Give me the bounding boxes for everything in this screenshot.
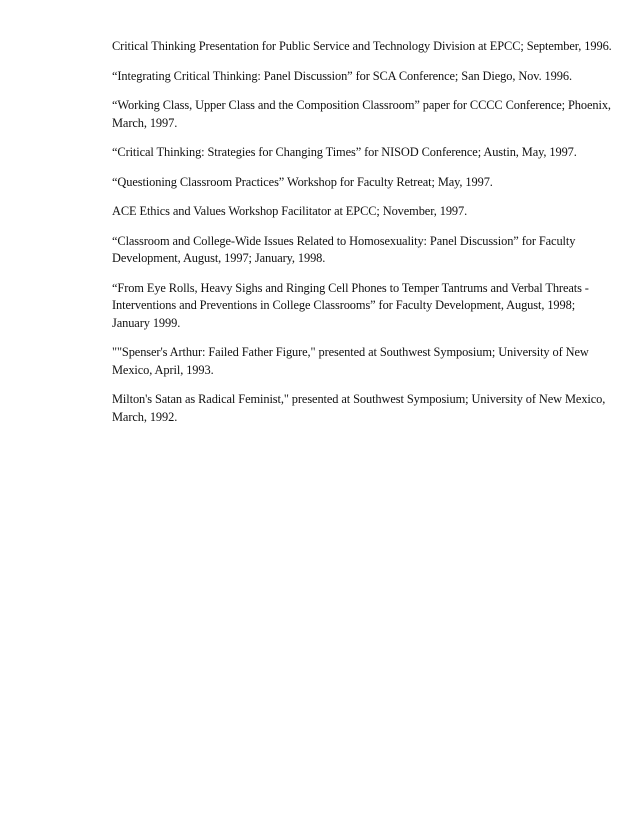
list-item: ""Spenser's Arthur: Failed Father Figure," presented at Southwest Symposium; University of New Mexico, April, 1993.: [112, 345, 589, 377]
list-item: ACE Ethics and Values Workshop Facilitator at EPCC; November, 1997.: [112, 204, 468, 218]
list-item: Critical Thinking Presentation for Public Service and Technology Division at EPCC; September, 1996.: [112, 39, 612, 53]
list-item: “From Eye Rolls, Heavy Sighs and Ringing Cell Phones to Temper Tantrums and Verbal Threats - Interventions and Preventions in College Classrooms” for Faculty Development, August, 1998; January 1999.: [112, 280, 589, 330]
list-item: “Working Class, Upper Class and the Composition Classroom” paper for CCCC Conference; Phoenix, March, 1997.: [112, 98, 611, 130]
list-item: “Classroom and College-Wide Issues Related to Homosexuality: Panel Discussion” for Faculty Development, August, 1997; January, 1998.: [112, 233, 576, 265]
list-item: “Integrating Critical Thinking: Panel Discussion” for SCA Conference; San Diego, Nov. 1996.: [112, 68, 572, 83]
list-item: “Questioning Classroom Practices” Workshop for Faculty Retreat; May, 1997.: [112, 174, 493, 189]
list-item: “Critical Thinking: Strategies for Changing Times” for NISOD Conference; Austin, May, 1997.: [112, 145, 577, 159]
list-item: Milton's Satan as Radical Feminist," presented at Southwest Symposium; University of New Mexico, March, 1992.: [112, 392, 606, 424]
presentation-list: [112, 38, 612, 438]
